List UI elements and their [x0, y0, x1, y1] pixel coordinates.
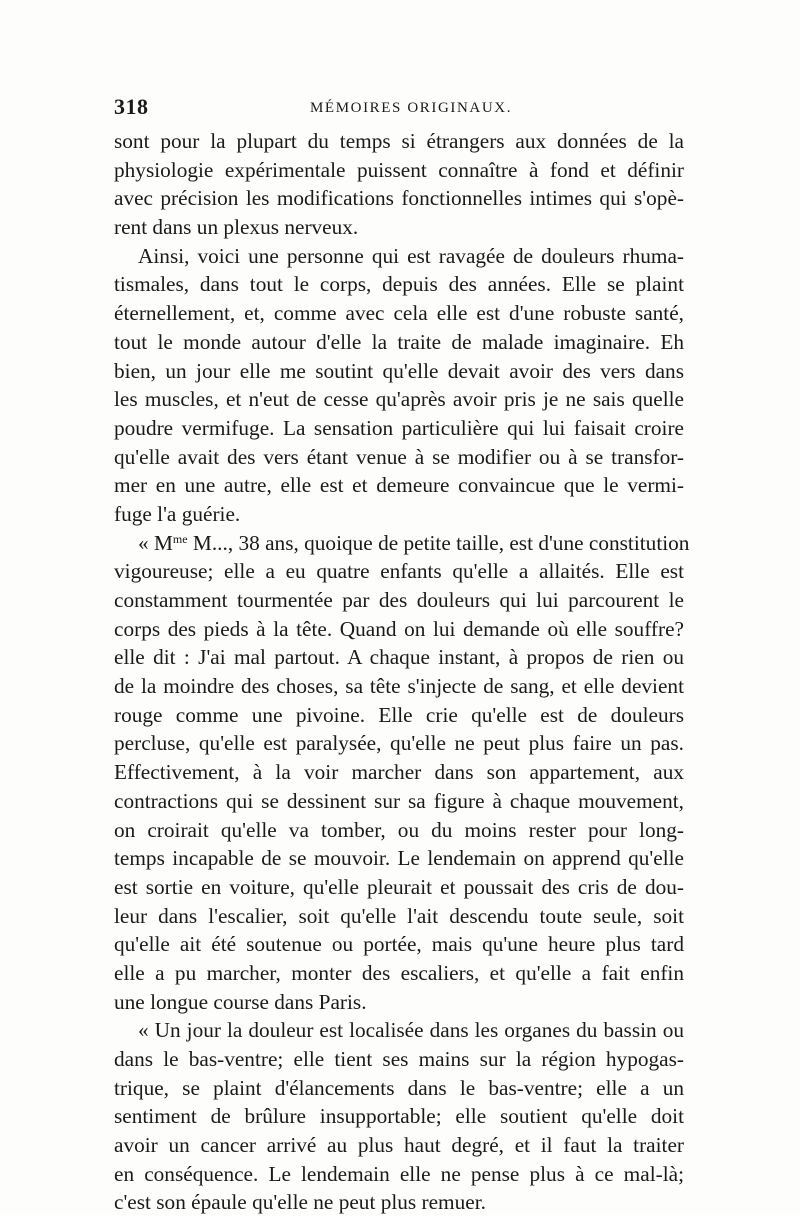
text-line: dans le bas-ventre; elle tient ses mains sur la région hypogas-: [114, 1047, 684, 1071]
text-line: qu'elle avait des vers étant venue à se modifier ou à se transfor-: [114, 444, 684, 469]
text-line: une longue course dans Paris.: [114, 989, 367, 1014]
text-line: avoir un cancer arrivé au plus haut degré, et il faut la traiter: [114, 1133, 684, 1158]
body-text: [114, 127, 690, 1217]
text-line: sont pour la plupart du temps si étrangers aux données de la: [114, 129, 684, 153]
text-line: en conséquence. Le lendemain elle ne pense plus à ce mal-là;: [114, 1161, 684, 1186]
running-head: MÉMOIRES ORIGINAUX.: [310, 100, 513, 116]
text-line: éternellement, et, comme avec cela elle est d'une robuste santé,: [114, 301, 684, 326]
text-line: les muscles, et n'eut de cesse qu'après avoir pris je ne sais quelle: [114, 387, 684, 412]
text-line: avec précision les modifications fonctionnelles intimes qui s'opè-: [114, 186, 684, 211]
text-line: rent dans un plexus nerveux.: [114, 215, 359, 240]
text-line: sentiment de brûlure insupportable; elle soutient qu'elle doit: [114, 1104, 684, 1129]
text-line: rouge comme une pivoine. Elle crie qu'elle est de douleurs: [114, 702, 684, 727]
text-line: constamment tourmentée par des douleurs qui lui parcourent le: [114, 588, 684, 612]
text-line: de la moindre des choses, sa tête s'injecte de sang, et elle devient: [114, 674, 684, 699]
text-line: bien, un jour elle me soutint qu'elle devait avoir des vers dans: [114, 358, 684, 383]
text-line: leur dans l'escalier, soit qu'elle l'ait descendu toute seule, soit: [114, 903, 684, 928]
text-line: mer en une autre, elle est et demeure convaincue que le vermi-: [114, 473, 684, 498]
page-number: 318: [114, 94, 149, 119]
text-line: trique, se plaint d'élancements dans le bas-ventre; elle a un: [114, 1075, 684, 1100]
text-line: temps incapable de se mouvoir. Le lendemain on apprend qu'elle: [114, 846, 684, 871]
text-line: elle dit : J'ai mal partout. A chaque instant, à propos de rien ou: [114, 645, 684, 670]
text-line: poudre vermifuge. La sensation particulière qui lui faisait croire: [114, 415, 684, 440]
text-line: corps des pieds à la tête. Quand on lui demande où elle souffre?: [114, 616, 684, 641]
text-line: « Un jour la douleur est localisée dans les organes du bassin ou: [138, 1018, 684, 1043]
text-line: elle a pu marcher, monter des escaliers, et qu'elle a fait enfin: [114, 960, 684, 985]
text-line: fuge l'a guérie.: [114, 501, 241, 526]
text-line: vigoureuse; elle a eu quatre enfants qu'elle a allaités. Elle est: [114, 559, 684, 584]
text-line: tismales, dans tout le corps, depuis des années. Elle se plaint: [114, 272, 684, 297]
text-line: on croirait qu'elle va tomber, ou du moins rester pour long-: [114, 817, 684, 842]
text-fragment: « M: [138, 530, 173, 555]
text-line: est sortie en voiture, qu'elle pleurait et poussait des cris de dou-: [114, 874, 684, 899]
text-line: percluse, qu'elle est paralysée, qu'elle ne peut plus faire un pas.: [114, 731, 684, 756]
text-line: physiologie expérimentale puissent connaître à fond et définir: [114, 157, 684, 182]
text-line: Effectivement, à la voir marcher dans son appartement, aux: [114, 760, 684, 785]
superscript: me: [172, 531, 188, 546]
text-line: c'est son épaule qu'elle ne peut plus remuer.: [114, 1190, 486, 1215]
text-line: Ainsi, voici une personne qui est ravagée de douleurs rhuma-: [138, 243, 684, 268]
text-line: qu'elle ait été soutenue ou portée, mais qu'une heure plus tard: [114, 932, 684, 957]
text-line: tout le monde autour d'elle la traite de malade imaginaire. Eh: [114, 329, 684, 354]
page-header: [114, 94, 684, 124]
text-line: [114, 529, 690, 558]
text-line: contractions qui se dessinent sur sa figure à chaque mouvement,: [114, 788, 684, 813]
text-fragment: M..., 38 ans, quoique de petite taille, est d'une constitution: [187, 530, 690, 555]
